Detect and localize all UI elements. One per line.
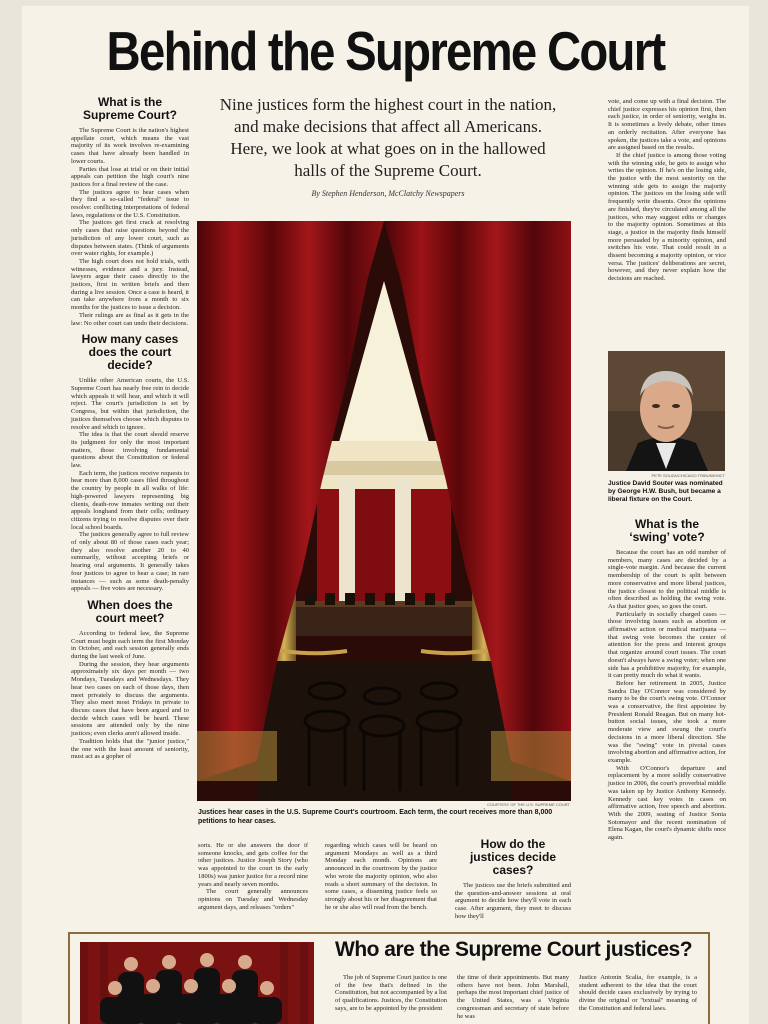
paragraph: The justices generally agree to full review of only about 80 of those cases each year; they also resolve another 20 to 40 summarily, without accepting briefs or hearing oral arguments. It generally takes four justices to agree to hear a case; in rare instances — such as some death-penalty appeals — five votes are necessary.: [71, 531, 189, 593]
paragraph: Because the court has an odd number of members, many cases are decided by a single-vote margin. And because the current membership of the court is split between more conservative and more liberal justices, the justice closest to the political middle is often described as holding the swing vote. As that justice goes, so goes the court.: [608, 549, 726, 610]
heading-how-decide: How do the justices decide cases?: [469, 837, 557, 877]
photo-caption: Justices hear cases in the U.S. Supreme Court's courtroom. Each term, the court receives more than 8,000 petitions to hear cases.: [198, 809, 553, 825]
paragraph: The court generally announces opinions on Tuesday and Wednesday argument days, and releases "orders": [198, 888, 308, 911]
heading-what-is: What is the Supreme Court?: [82, 95, 177, 122]
paragraph: Particularly in socially charged cases — those involving issues such as abortion or affirmative action or medical marijuana — that swing vote becomes the center of attention for the press and interest groups that organize around court issues. The court doesn't always have a swing voter; when one side has a prohibitive majority, for example, it can pretty much do what it wants.: [608, 610, 726, 680]
paragraph: With O'Connor's departure and replacement by a more solidly conservative justice in 2006, the court's proverbial middle was taken up by Justice Anthony Kennedy. Kennedy cast key votes in cases on affirmative action, free speech and abortion. With the 2009, seating of Justice Sonia Sotomayor and the recent nomination of Elena Kagan, the court's dynamic shifts once again.: [608, 764, 726, 842]
justices-column-3: [579, 974, 697, 1013]
right-column-top: [608, 98, 726, 283]
justices-group-photo: [80, 942, 314, 1024]
paragraph: Tradition holds that the "junior justice," the one with the least amount of seniority, must act as a gopher of: [71, 737, 189, 761]
courtroom-photo: [197, 221, 571, 801]
paragraph: the time of their appointments. But many others have not been. John Marshall, perhaps the most important chief justice of the United States, was a Virginia congressman and secretary of state before he was: [457, 974, 569, 1020]
newspaper-page: [22, 6, 749, 1024]
paragraph: According to federal law, the Supreme Court must begin each term the first Monday in October, and each session generally ends during the last week of June.: [71, 629, 189, 661]
middle-column-3: [455, 838, 571, 921]
paragraph: The justices agree to hear cases when they find a so-called "federal" issue to resolve: conflicting interpretations of federal laws, regulations or the U.S. Constitution.: [71, 188, 189, 219]
heading-when-meet: When does the court meet?: [87, 597, 173, 625]
souter-photo: [608, 351, 725, 471]
heading-swing-vote: What is the ‘swing’ vote?: [629, 517, 705, 544]
courtroom-illustration: [197, 221, 571, 801]
paragraph: sorts. He or she answers the door if someone knocks, and gets coffee for the other justices. Justice Joseph Story (who was appointed to the court in the early 1800s) was junior justice for a record nine years and nearly seven months.: [198, 842, 308, 888]
paragraph: The high court does not hold trials, with witnesses, evidence and a jury. Instead, lawyers argue their cases directly to the justices, first in written briefs and then during a live session. Once a case is heard, it can take anywhere from a month to six months for the justices to issue a decision.: [71, 257, 189, 312]
portrait-credit: PETE SOUZA/CHICAGO TRIBUNE/MCT: [651, 473, 725, 478]
justices-column-1: [335, 974, 447, 1013]
paragraph: vote, and come up with a final decision. The chief justice expresses his opinion first, then each justice, in order of seniority, weighs in. It is sometimes a lively debate, other times an orderly recitation. After everyone has spoken, the justices take a vote, and opinions are assigned based on the results.: [608, 98, 726, 152]
left-column: [71, 96, 189, 761]
paragraph: Justice Antonin Scalia, for example, is a student adherent to the idea that the court should decide cases exclusively by trying to divine the original or "textual" meaning of the Constitution and federal laws.: [579, 974, 697, 1012]
paragraph: regarding which cases will be heard on argument Mondays as well as a third Monday each month. Opinions are announced in the courtroom by the justice who wrote the majority opinion, who also reads a short summary of the decision. In some cases, a dissenting justice feels so strongly about his or her disagreement that he or she also will read from the bench.: [325, 842, 437, 911]
portrait-caption: Justice David Souter was nominated by George H.W. Bush, but became a liberal fixture on the Court.: [608, 480, 723, 503]
intro-deck: Nine justices form the highest court in the nation, and make decisions that affect all Americans. Here, we look at what goes on in the hallowed halls of the Supreme Court.: [219, 95, 557, 180]
paragraph: Before her retirement in 2005, Justice Sandra Day O'Connor was considered by many to be the court's swing vote. O'Connor was a conservative, the first appointee by President Ronald Reagan. But on many hot-button social issues, she took a more moderate view and swung the court's decisions in a more liberal direction. She was the "swing" vote in pivotal cases involving abortion and affirmative action, for example.: [608, 679, 726, 764]
justices-illustration: [80, 942, 314, 1024]
paragraph: Unlike other American courts, the U.S. Supreme Court has nearly free rein to decide which appeals it will hear, and which it will reject. The court's jurisdiction is set by Congress, but within that jurisdiction, the justices themselves choose which disputes to resolve and which to ignore.: [71, 377, 189, 431]
justices-section-title: Who are the Supreme Court justices?: [335, 938, 693, 961]
headline: Behind the Supreme Court: [106, 20, 665, 82]
right-column-bottom: [608, 518, 726, 842]
paragraph: The Supreme Court is the nation's highest appellate court, which means the vast majority of its work involves re-examining cases that have already been handled in lower courts.: [71, 127, 189, 165]
paragraph: If the chief justice is among those voting with the winning side, he gets to assign who writes the opinion. If he's on the losing side, the justice with the most seniority on the winning side gets to assign the majority opinion. The justices on the losing side will frequently write dissents. Once the opinions are finished, they're circulated among all the justices, who may suggest edits or changes to the majority opinion. Sometimes at this stage, a justice in the majority finds himself more persuaded by a minority opinion, and switches his vote. That could result in a dissent becoming a majority opinion, or vice versa. The justices' deliberations are secret, however, and they never explain how the decisions are reached.: [608, 151, 726, 283]
photo-credit: COURTESY OF THE U.S. SUPREME COURT: [487, 802, 570, 807]
paragraph: The justices use the briefs submitted and the question-and-answer sessions at oral argument to decide how they'll vote in each case. After argument, they meet to discuss how they'll: [455, 882, 571, 920]
paragraph: The justices get first crack at resolving only cases that raise questions beyond the jurisdiction of any lower court, such as disputes between states. (Think of arguments over water rights, for example.): [71, 219, 189, 258]
paragraph: During the session, they hear arguments approximately six days per month — two Mondays, Tuesdays and Wednesdays. They hear two cases on each of those days, then meet privately to discuss the arguments. They also meet most Fridays in private to discuss cases that have been argued and to decide which cases will be heard. These sessions are attended only by the nine justices; even clerks aren't allowed inside.: [71, 660, 189, 738]
middle-column-2: [325, 842, 437, 911]
paragraph: Each term, the justices receive requests to hear more than 8,000 cases filed throughout the country by people in all walks of life: high-powered lawyers representing big clients, death-row inmates writing out their appeals longhand from their cells; ordinary citizens trying to resolve disputes over their local school boards.: [71, 469, 189, 531]
paragraph: Parties that lose at trial or on their initial appeals can petition the high court's nine justices for a final review of the case.: [71, 165, 189, 188]
paragraph: The job of Supreme Court justice is one of the few that's defined in the Constitution, but not accompanied by a list of qualifications. Justices, the Constitution says, are to be appointed by the president: [335, 974, 447, 1012]
heading-how-many: How many cases does the court decide?: [81, 332, 179, 373]
souter-portrait: [608, 351, 725, 471]
byline: By Stephen Henderson, McClatchy Newspapers: [311, 189, 465, 198]
paragraph: The idea is that the court should reserve its judgment for only the most important matters, those involving fundamental questions about the Constitution or federal law.: [71, 431, 189, 470]
paragraph: Their rulings are as final as it gets in the law: No other court can undo their decisions.: [71, 311, 189, 327]
justices-column-2: [457, 974, 569, 1020]
middle-column-1: [198, 842, 308, 911]
justices-section: [68, 932, 710, 1024]
